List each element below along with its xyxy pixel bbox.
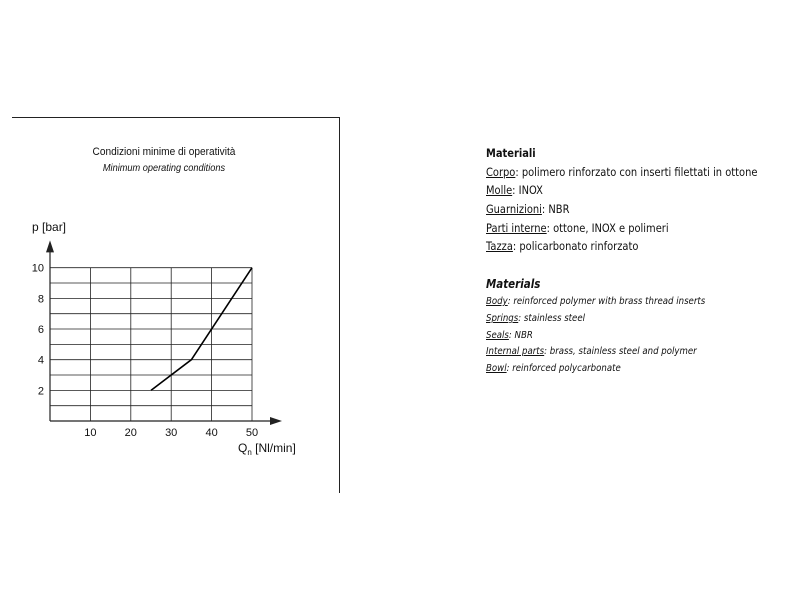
materials-it-value: : INOX (512, 183, 543, 197)
y-tick-label: 6 (37, 324, 44, 337)
x-axis-arrow (270, 417, 282, 425)
x-tick-label: 10 (84, 427, 97, 439)
y-tick-label: 10 (31, 262, 44, 275)
materials-it-label: Molle (486, 183, 513, 197)
materials-en-value: : brass, stainless steel and polymer (544, 346, 697, 357)
materials-it-item (486, 163, 758, 181)
materials-en-label: Body (486, 296, 508, 307)
materials-it-value: : polimero rinforzato con inserti filettati in ottone (515, 165, 758, 179)
materials-it-label: Tazza (486, 239, 513, 253)
materials-it-item (486, 200, 753, 218)
materials-en-label: Bowl (486, 363, 507, 374)
materials-en-item (486, 361, 753, 378)
x-tick-label: 30 (165, 427, 178, 439)
materials-it-value: : policarbonato rinforzato (512, 239, 639, 253)
materials-en-item (486, 344, 753, 361)
materials-en-label: Springs (486, 313, 519, 324)
materials-en-item (486, 328, 753, 345)
materials-en-value: : stainless steel (518, 313, 586, 324)
materials-it-value: : ottone, INOX e polimeri (546, 221, 669, 235)
y-tick-label: 8 (37, 293, 44, 306)
materials-it-item (486, 181, 753, 199)
chart-title: Condizioni minime di operatività (92, 146, 236, 158)
y-tick-label: 2 (37, 385, 44, 398)
materials-en-heading: Materials (486, 277, 541, 291)
materials-it-label: Corpo (486, 165, 516, 179)
materials-it-label: Guarnizioni (486, 202, 542, 216)
chart-tick-labels (32, 263, 258, 439)
materials-it-item (486, 219, 753, 237)
materials-en-value: : NBR (508, 330, 533, 341)
materials-en-item (486, 294, 753, 311)
x-tick-label: 20 (124, 427, 137, 439)
materials-en-value: : reinforced polymer with brass thread inserts (507, 296, 706, 307)
materials-en-value: : reinforced polycarbonate (506, 363, 621, 374)
x-axis-label-unit: [Nl/min] (251, 441, 296, 455)
y-tick-label: 4 (37, 354, 44, 367)
materials-en-label: Seals (486, 330, 509, 341)
materials-it-heading: Materiali (486, 146, 536, 160)
x-tick-label: 50 (245, 427, 259, 439)
x-axis-label-symbol: Q (238, 441, 248, 455)
materials-it-label: Parti interne (486, 221, 547, 235)
y-axis-arrow (46, 240, 54, 252)
materials-en-item (486, 311, 753, 328)
x-tick-label: 40 (205, 427, 218, 439)
x-axis-label-subscript: n (247, 448, 252, 457)
materials-it-value: : NBR (541, 202, 570, 216)
y-axis-label: p [bar] (32, 220, 67, 234)
materials-it-item (486, 237, 753, 255)
chart-grid (50, 268, 252, 421)
chart-subtitle: Minimum operating conditions (102, 163, 226, 174)
materials-en-label: Internal parts (486, 346, 545, 357)
x-axis-label (238, 441, 296, 457)
